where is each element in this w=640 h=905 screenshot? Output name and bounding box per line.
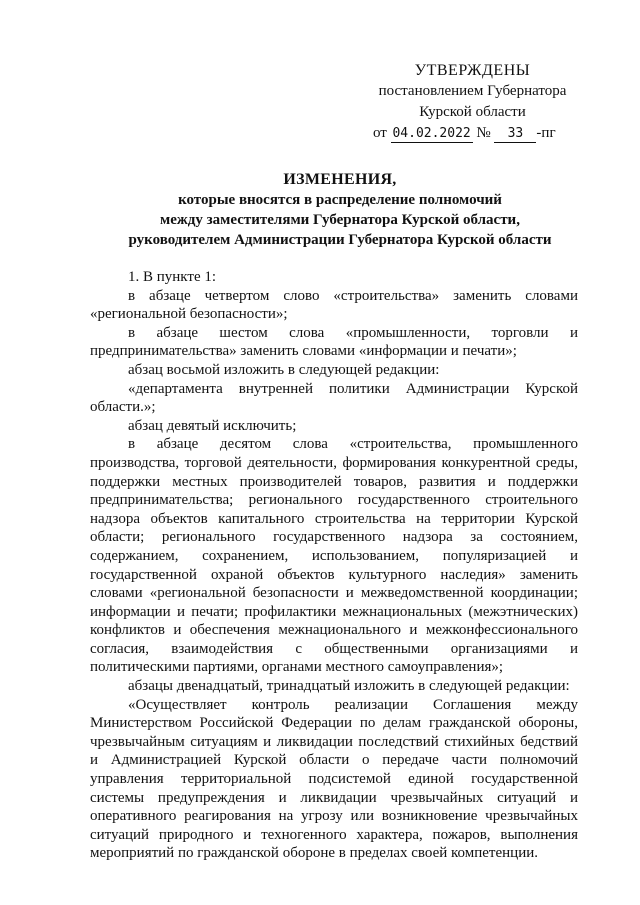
paragraph: «департамента внутренней политики Администрации Курской области.»; (90, 380, 578, 416)
approved-by-line: постановлением Губернатора (378, 83, 567, 99)
approval-date-line (370, 123, 575, 144)
paragraph: абзацы двенадцатый, тринадцатый изложить в следующей редакции: (128, 678, 570, 695)
paragraph: 1. В пункте 1: (128, 269, 217, 285)
approval-stamp (370, 60, 575, 144)
document-title (80, 170, 600, 250)
paragraph: в абзаце четвертом слово «строительства» заменить словами «региональной безопасности»; (90, 287, 578, 323)
from-label: от (373, 125, 387, 141)
number-label: № (476, 125, 491, 141)
paragraph: «Осуществляет контроль реализации Соглашения между Министерством Российской Федерации по делам гражданской обороны, чрезвычайным ситуациям и ликвидации последствий стихийных бедствий и Администрацией Курской области о передаче части полномочий управления территориальной подсистемой единой государственной системы предупреждения и ликвидации чрезвычайных ситуаций и оперативного реагирования на угрозу или возникновение чрезвычайных ситуаций природного и техногенного характера, пожаров, выполнения мероприятий по гражданской обороне в пределах своей компетенции. (90, 696, 578, 862)
document-body (90, 268, 578, 863)
title-main: ИЗМЕНЕНИЯ, (283, 171, 397, 188)
title-line-2: между заместителями Губернатора Курской области, (160, 212, 520, 228)
title-line-1: которые вносятся в распределение полномочий (178, 192, 502, 208)
paragraph: абзац девятый исключить; (128, 417, 297, 434)
paragraph: в абзаце десятом слова «строительства, промышленного производства, торговой деятельности, формирования конкурентной среды, поддержки местных производителей товаров, развития и поддержки предпринимательства; регионального государственного строительного надзора объектов капитального строительства на территории Курской области; регионального государственного надзора за состоянием, содержанием, сохранением, использованием, популяризацией и государственной охраной объектов культурного наследия» заменить словами «региональной безопасности и межведомственной координации; информации и печати; профилактики межнациональных (межэтнических) конфликтов и обеспечения межнационального и межконфессионального согласия, взаимодействия с общественными организациями и политическими партиями, органами местного самоуправления»; (90, 436, 578, 676)
approved-heading: УТВЕРЖДЕНЫ (414, 62, 531, 79)
approved-region-line: Курской области (419, 104, 526, 120)
number-suffix: -пг (536, 125, 556, 141)
paragraph: в абзаце шестом слова «промышленности, торговли и предпринимательства» заменить словами «информации и печати»; (90, 324, 578, 360)
approval-date: 04.02.2022 (392, 126, 471, 141)
title-line-3: руководителем Администрации Губернатора Курской области (128, 232, 552, 248)
paragraph: абзац восьмой изложить в следующей редакции: (128, 361, 440, 378)
approval-number: 33 (494, 125, 536, 143)
